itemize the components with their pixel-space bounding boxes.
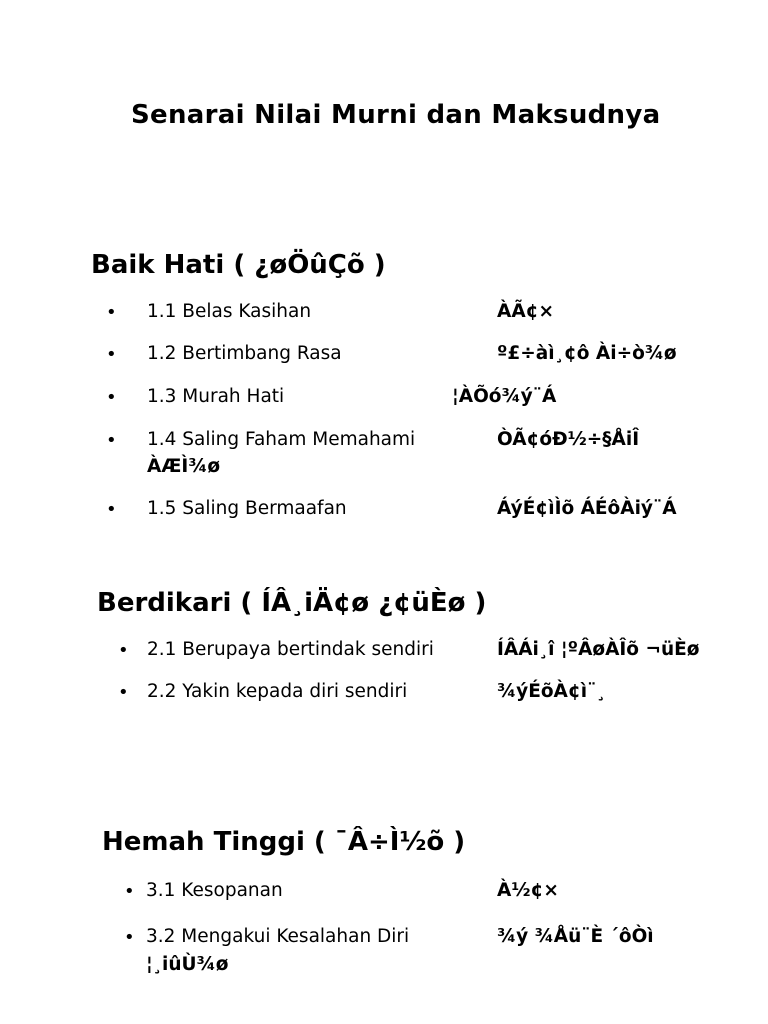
- list-item-text: 1.3 Murah Hati: [147, 386, 285, 407]
- bullet-icon: •: [106, 499, 117, 520]
- bullet-icon: •: [124, 881, 135, 902]
- bullet-icon: •: [118, 640, 129, 661]
- bullet-icon: •: [106, 430, 117, 451]
- list-item-translation-continued: ¦¸iûÙ¾ø: [146, 954, 229, 975]
- section-heading: Baik Hati ( ¿øÖûÇõ ): [91, 250, 386, 280]
- list-item-text: 2.2 Yakin kepada diri sendiri: [147, 681, 408, 702]
- bullet-icon: •: [118, 682, 129, 703]
- list-item-text: 3.1 Kesopanan: [146, 880, 283, 901]
- list-item-text: 3.2 Mengakui Kesalahan Diri: [146, 926, 410, 947]
- page-title: Senarai Nilai Murni dan Maksudnya: [131, 100, 661, 130]
- section-heading: Hemah Tinggi ( ¯Â÷Ì½õ ): [102, 827, 466, 857]
- list-item-translation-continued: ÀÆÌ¾ø: [147, 456, 221, 477]
- list-item-translation: À½¢×: [497, 880, 559, 901]
- list-item-translation: º£÷àì¸¢ô Ài÷ò¾ø: [497, 343, 677, 364]
- list-item-translation: ÀÃ¢×: [497, 301, 555, 322]
- list-item-text: 1.2 Bertimbang Rasa: [147, 343, 342, 364]
- list-item-translation: ¦ÀÕó¾ý¨Á: [452, 386, 557, 407]
- list-item-text: 2.1 Berupaya bertindak sendiri: [147, 639, 434, 660]
- list-item-translation: ¾ý ¾Åü¨È ´ôÒì: [497, 926, 654, 947]
- bullet-icon: •: [106, 344, 117, 365]
- list-item-translation: ¾ýÉõÀ¢ì¨¸: [497, 681, 606, 702]
- list-item-text: 1.5 Saling Bermaafan: [147, 498, 347, 519]
- list-item-translation: ÁýÉ¢ìÌõ ÁÉôÀiý¨Á: [497, 498, 677, 519]
- list-item-text: 1.1 Belas Kasihan: [147, 301, 312, 322]
- bullet-icon: •: [106, 302, 117, 323]
- list-item-translation: ÍÂÁi¸î ¦ºÂøÀÎõ ¬üÈø: [497, 639, 700, 660]
- bullet-icon: •: [124, 927, 135, 948]
- list-item-translation: ÒÃ¢óÐ½÷§ÅiÎ: [497, 429, 640, 450]
- list-item-text: 1.4 Saling Faham Memahami: [147, 429, 416, 450]
- section-heading: Berdikari ( ÍÂ¸iÄ¢ø ¿¢üÈø ): [97, 588, 487, 618]
- bullet-icon: •: [106, 387, 117, 408]
